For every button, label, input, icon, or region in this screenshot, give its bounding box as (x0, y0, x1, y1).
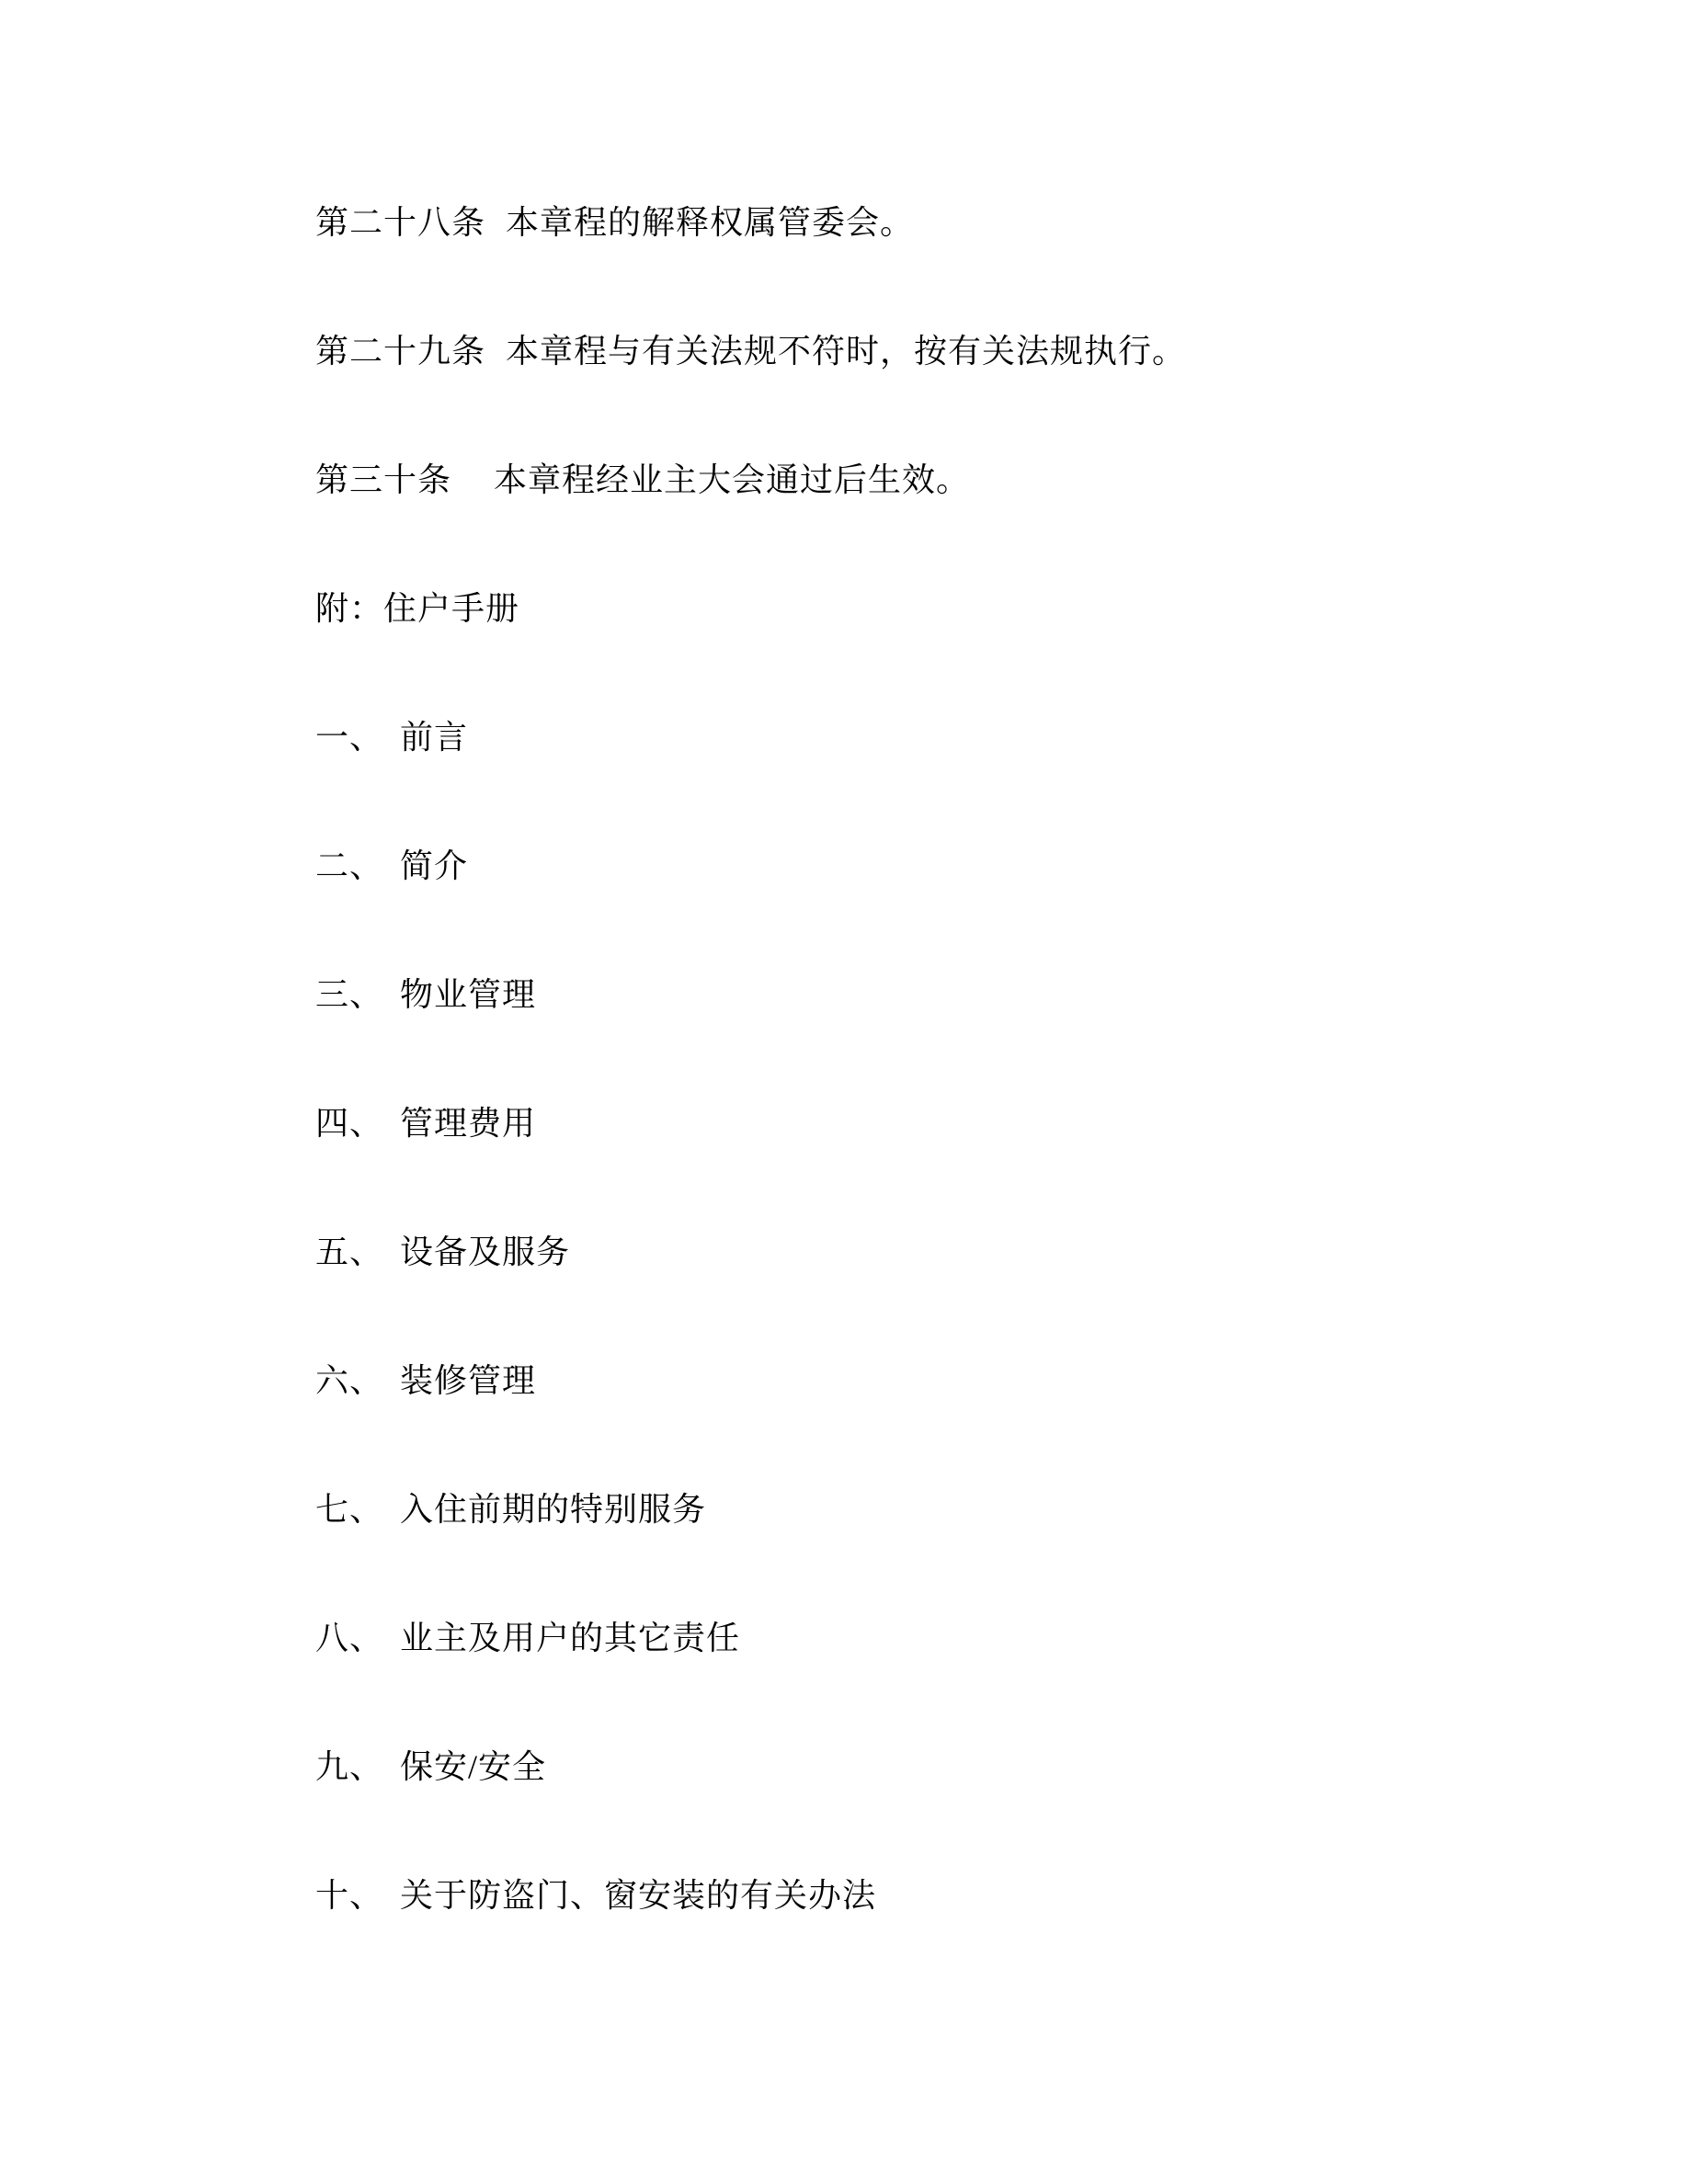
toc-item-3 (315, 974, 1614, 1103)
toc-title-1: 前言 (400, 719, 469, 756)
toc-number-8: 八、 (315, 1620, 384, 1656)
article-29-line (315, 331, 1614, 460)
attachment-heading-text: 附：住户手册 (315, 590, 520, 627)
toc-number-4: 四、 (315, 1105, 384, 1142)
toc-title-4: 管理费用 (400, 1105, 537, 1142)
toc-title-3: 物业管理 (400, 976, 537, 1013)
article-29-label: 第二十九条 (315, 333, 486, 370)
toc-title-7: 入住前期的特别服务 (400, 1491, 707, 1528)
toc-number-1: 一、 (315, 719, 384, 756)
attachment-heading (315, 588, 1614, 717)
article-29-text: 本章程与有关法规不符时，按有关法规执行。 (506, 333, 1187, 370)
toc-title-6: 装修管理 (400, 1362, 537, 1399)
toc-item-1 (315, 717, 1614, 846)
toc-item-6 (315, 1360, 1614, 1489)
article-30-line (315, 460, 1614, 588)
toc-title-5: 设备及服务 (400, 1234, 571, 1270)
toc-number-6: 六、 (315, 1362, 384, 1399)
toc-item-2 (315, 846, 1614, 974)
toc-number-2: 二、 (315, 847, 384, 884)
toc-item-8 (315, 1618, 1614, 1746)
toc-number-5: 五、 (315, 1234, 384, 1270)
article-30-label: 第三十条 (315, 461, 452, 498)
toc-number-3: 三、 (315, 976, 384, 1013)
article-28-label: 第二十八条 (315, 204, 486, 241)
article-28-text: 本章程的解释权属管委会。 (506, 204, 915, 241)
article-30-text: 本章程经业主大会通过后生效。 (494, 461, 971, 498)
toc-item-10 (315, 1875, 1614, 2004)
document-content (315, 202, 1614, 2004)
toc-item-7 (315, 1489, 1614, 1618)
toc-number-7: 七、 (315, 1491, 384, 1528)
toc-item-9 (315, 1746, 1614, 1875)
toc-number-9: 九、 (315, 1748, 384, 1785)
article-28-line (315, 202, 1614, 331)
toc-title-10: 关于防盗门、窗安装的有关办法 (400, 1877, 877, 1914)
toc-item-5 (315, 1232, 1614, 1360)
toc-title-2: 简介 (400, 847, 469, 884)
toc-number-10: 十、 (315, 1877, 384, 1914)
toc-item-4 (315, 1103, 1614, 1232)
toc-title-9: 保安/安全 (400, 1748, 547, 1785)
toc-title-8: 业主及用户的其它责任 (400, 1620, 741, 1656)
